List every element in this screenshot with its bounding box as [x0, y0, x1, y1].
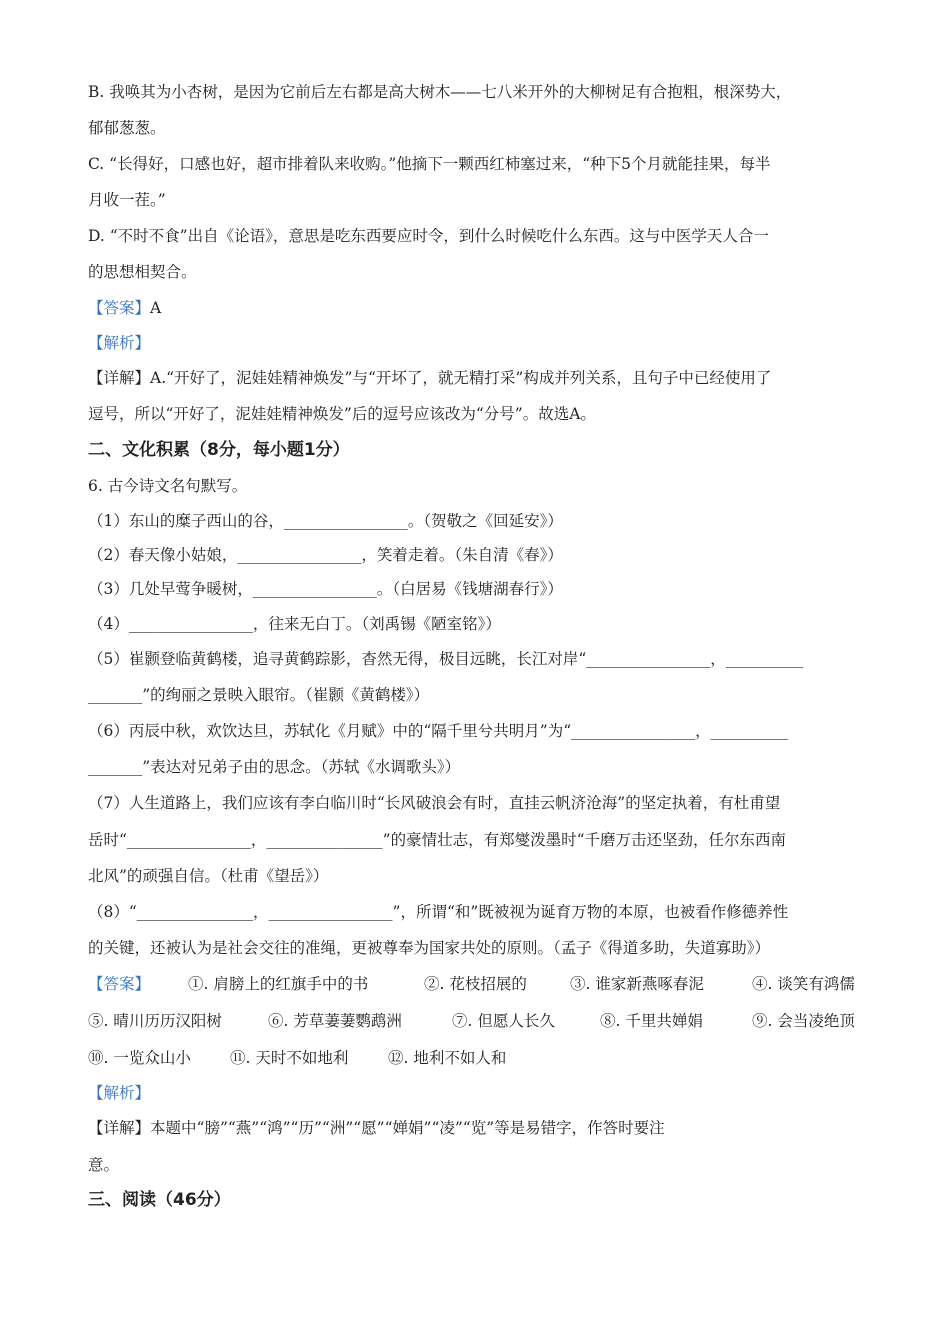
answer-item: ⑦. 但愿人长久 — [452, 1012, 555, 1030]
answer-item: ①. 肩膀上的红旗手中的书 — [188, 975, 369, 993]
answer-tag: 【答案】 — [88, 299, 151, 317]
q6-item-1: （1）东山的糜子西山的谷，________________。（贺敬之《回延安》） — [88, 512, 563, 530]
option-d-line-1: D. “不时不食”出自《论语》，意思是吃东西要应时令，到什么时候吃什么东西。这与中医学天人合一 — [88, 227, 769, 245]
q5-analysis-tag: 【解析】 — [88, 334, 151, 352]
option-b-line-1: B. 我唤其为小杏树，是因为它前后左右都是高大树木——七八米开外的大柳树足有合抱粗，根深势大， — [88, 83, 792, 101]
q6-item-6-line-1: （6）丙辰中秋，欢饮达旦，苏轼化《月赋》中的“隔千里兮共明月”为“________________，__________ — [88, 722, 789, 740]
q6-item-6-line-2: _______”表达对兄弟子由的思念。（苏轼《水调歌头》） — [88, 758, 461, 776]
section-3-heading: 三、阅读（46分） — [88, 1190, 231, 1210]
q6-item-8-line-1: （8）“_______________，________________”，所谓“和”既被视为诞育万物的本原，也被看作修德养性 — [88, 903, 789, 921]
detail-text: 本题中“膀”“燕”“鸿”“历”“洲”“愿”“婵娟”“凌”“览”等是易错字，作答时要注 — [150, 1119, 665, 1137]
answer-item: ⑪. 天时不如地利 — [230, 1049, 349, 1067]
answer-item: ②. 花枝招展的 — [424, 975, 527, 993]
answer-item: ③. 谁家新燕啄春泥 — [570, 975, 704, 993]
detail-tag: 【详解】 — [88, 1119, 151, 1137]
q5-detail-line-2: 逗号，所以“开好了，泥娃娃精神焕发”后的逗号应该改为“分号”。故选A。 — [88, 405, 596, 423]
answer-item: ⑩. 一览众山小 — [88, 1049, 191, 1067]
q6-item-5-line-1: （5）崔颢登临黄鹤楼，追寻黄鹤踪影，杳然无得，极目远眺，长江对岸“________________，__________ — [88, 650, 804, 668]
q6-item-7-line-2: 岳时“________________，_______________”的豪情壮志，有郑燮泼墨时“千磨万击还坚劲，任尔东西南 — [88, 831, 787, 849]
answer-value: A — [150, 299, 162, 317]
q6-analysis-tag: 【解析】 — [88, 1084, 151, 1102]
option-c-line-2: 月收一茬。” — [88, 191, 166, 209]
q6-item-3: （3）几处早莺争暖树，________________。（白居易《钱塘湖春行》） — [88, 580, 563, 598]
q6-detail-line-1 — [88, 1118, 870, 1138]
question-6-title: 6. 古今诗文名句默写。 — [88, 477, 248, 495]
detail-text: A.“开好了，泥娃娃精神焕发”与“开坏了，就无精打采”构成并列关系，且句子中已经使用了 — [150, 369, 772, 387]
q5-answer — [88, 298, 870, 318]
answer-item: ⑨. 会当凌绝顶 — [752, 1012, 855, 1030]
answer-item: ⑧. 千里共婵娟 — [600, 1012, 703, 1030]
answer-item: ④. 谈笑有鸿儒 — [752, 975, 855, 993]
answer-item: ⑫. 地利不如人和 — [388, 1049, 507, 1067]
q6-item-5-line-2: _______”的绚丽之景映入眼帘。（崔颢《黄鹤楼》） — [88, 686, 430, 704]
option-b-line-2: 郁郁葱葱。 — [88, 119, 166, 137]
answer-tag: 【答案】 — [88, 975, 151, 993]
q6-item-2: （2）春天像小姑娘，________________，笑着走着。（朱自清《春》） — [88, 546, 563, 564]
q6-item-8-line-2: 的关键，还被认为是社会交往的准绳，更被尊奉为国家共处的原则。（孟子《得道多助，失道寡助》） — [88, 939, 771, 957]
q6-item-4: （4）________________，往来无白丁。（刘禹锡《陋室铭》） — [88, 615, 501, 633]
answer-item: ⑤. 晴川历历汉阳树 — [88, 1012, 222, 1030]
q6-detail-line-2: 意。 — [88, 1156, 120, 1174]
q6-item-7-line-1: （7）人生道路上，我们应该有李白临川时“长风破浪会有时，直挂云帆济沧海”的坚定执着，有杜甫望 — [88, 794, 781, 812]
answer-item: ⑥. 芳草萋萋鹦鹉洲 — [268, 1012, 402, 1030]
option-c-line-1: C. “长得好，口感也好，超市排着队来收购。”他摘下一颗西红柿塞过来，“种下5个月就能挂果，每半 — [88, 155, 771, 173]
q5-detail-line-1 — [88, 368, 870, 388]
detail-tag: 【详解】 — [88, 369, 151, 387]
section-2-heading: 二、文化积累（8分，每小题1分） — [88, 440, 350, 460]
q6-item-7-line-3: 北风”的顽强自信。（杜甫《望岳》） — [88, 867, 329, 885]
option-d-line-2: 的思想相契合。 — [88, 263, 197, 281]
